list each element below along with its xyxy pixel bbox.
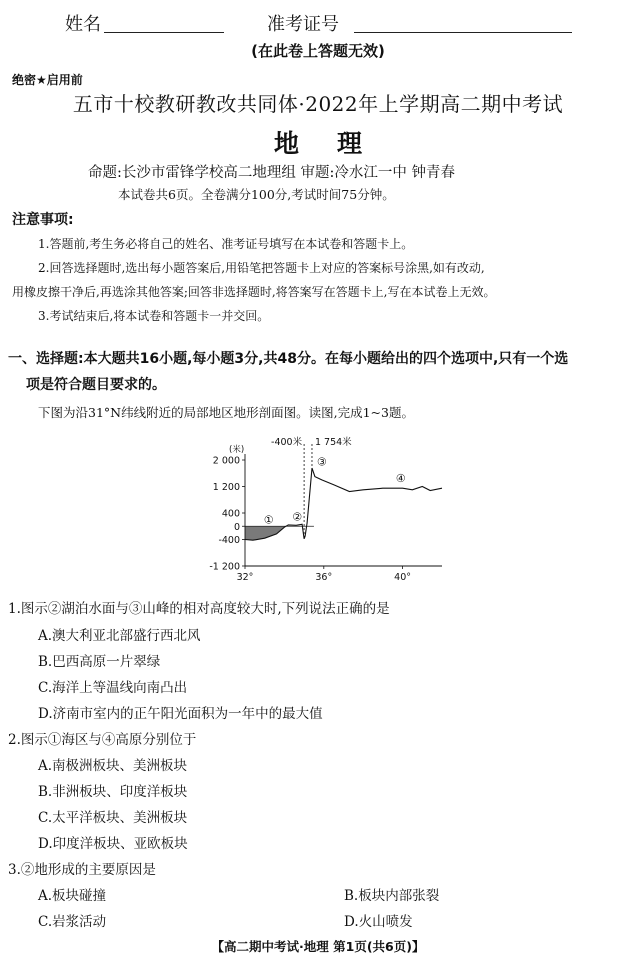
exam-info: 本试卷共6页。全卷满分100分,考试时间75分钟。 xyxy=(118,187,395,202)
section-heading-cont: 项是符合题目要求的。 xyxy=(26,377,166,393)
question-1-option-c: C.海洋上等温线向南凸出 xyxy=(38,680,188,696)
y-tick-label: 400 xyxy=(221,508,240,520)
question-2-stem: 2.图示①海区与④高原分别位于 xyxy=(8,732,197,748)
question-1-option-d: D.济南市室内的正午阳光面积为一年中的最大值 xyxy=(38,706,323,722)
notice-item-2: 2.回答选择题时,选出每小题答案后,用铅笔把答题卡上对应的答案标号涂黑,如有改动, xyxy=(38,261,485,275)
region-marker: ① xyxy=(263,513,274,527)
x-tick-label: 36° xyxy=(315,572,333,583)
exam-title: 五市十校教研教改共同体·2022年上学期高二期中考试 xyxy=(72,92,564,116)
region-marker: ④ xyxy=(395,472,406,486)
y-tick-label: -1 200 xyxy=(209,561,240,573)
question-1-option-a: A.澳大利亚北部盛行西北风 xyxy=(38,628,201,644)
question-3-stem: 3.②地形成的主要原因是 xyxy=(8,862,156,878)
notice-item-2-cont: 用橡皮擦干净后,再选涂其他答案;回答非选择题时,将答案写在答题卡上,写在本试卷上无效。 xyxy=(12,285,496,299)
region-marker: ② xyxy=(292,510,303,524)
question-2-option-b: B.非洲板块、印度洋板块 xyxy=(38,784,188,800)
question-intro: 下图为沿31°N纬线附近的局部地区地形剖面图。读图,完成1~3题。 xyxy=(38,405,414,420)
question-1-option-b: B.巴西高原一片翠绿 xyxy=(38,654,161,670)
notice-item-3: 3.考试结束后,将本试卷和答题卡一并交回。 xyxy=(38,309,270,323)
y-tick-label: 2 000 xyxy=(212,455,240,467)
name-label: 姓名 xyxy=(65,14,101,35)
question-3-option-b: B.板块内部张裂 xyxy=(344,888,440,904)
question-3-option-c: C.岩浆活动 xyxy=(38,914,107,930)
subject-title: 地理 xyxy=(273,129,400,158)
peak-height-annotation: 1 754米 xyxy=(314,437,352,448)
y-tick-label: 1 200 xyxy=(212,482,240,493)
question-3-option-d: D.火山喷发 xyxy=(344,914,413,930)
question-2-option-a: A.南极洲板块、美洲板块 xyxy=(38,758,188,774)
exam-id-label: 准考证号 xyxy=(267,14,339,35)
question-1-stem: 1.图示②湖泊水面与③山峰的相对高度较大时,下列说法正确的是 xyxy=(8,601,390,617)
exam-id-underline xyxy=(354,14,572,33)
secret-mark: 绝密★启用前 xyxy=(12,73,83,87)
region-marker: ③ xyxy=(316,455,327,469)
page-footer: 【高二期中考试·地理 第1页(共6页)】 xyxy=(211,939,425,954)
question-2-option-c: C.太平洋板块、美洲板块 xyxy=(38,810,188,826)
invalid-note: (在此卷上答题无效) xyxy=(251,42,385,60)
x-tick-label: 40° xyxy=(394,572,412,583)
lake-depth-annotation: -400米 xyxy=(271,437,303,448)
question-2-option-d: D.印度洋板块、亚欧板块 xyxy=(38,836,188,852)
notice-item-1: 1.答题前,考生务必将自己的姓名、准考证号填写在本试卷和答题卡上。 xyxy=(38,237,414,251)
x-tick-label: 32° xyxy=(236,572,254,583)
notice-heading: 注意事项: xyxy=(12,212,74,228)
authors-line: 命题:长沙市雷锋学校高二地理组 审题:冷水江一中 钟青春 xyxy=(88,165,455,181)
y-tick-label: 0 xyxy=(233,521,240,533)
y-axis-label: (米) xyxy=(229,445,245,455)
y-tick-label: -400 xyxy=(218,535,240,546)
name-underline xyxy=(104,14,224,33)
terrain-profile-chart xyxy=(195,432,455,584)
question-3-option-a: A.板块碰撞 xyxy=(38,888,107,904)
section-heading: 一、选择题:本大题共16小题,每小题3分,共48分。在每小题给出的四个选项中,只有一个选 xyxy=(8,351,569,367)
